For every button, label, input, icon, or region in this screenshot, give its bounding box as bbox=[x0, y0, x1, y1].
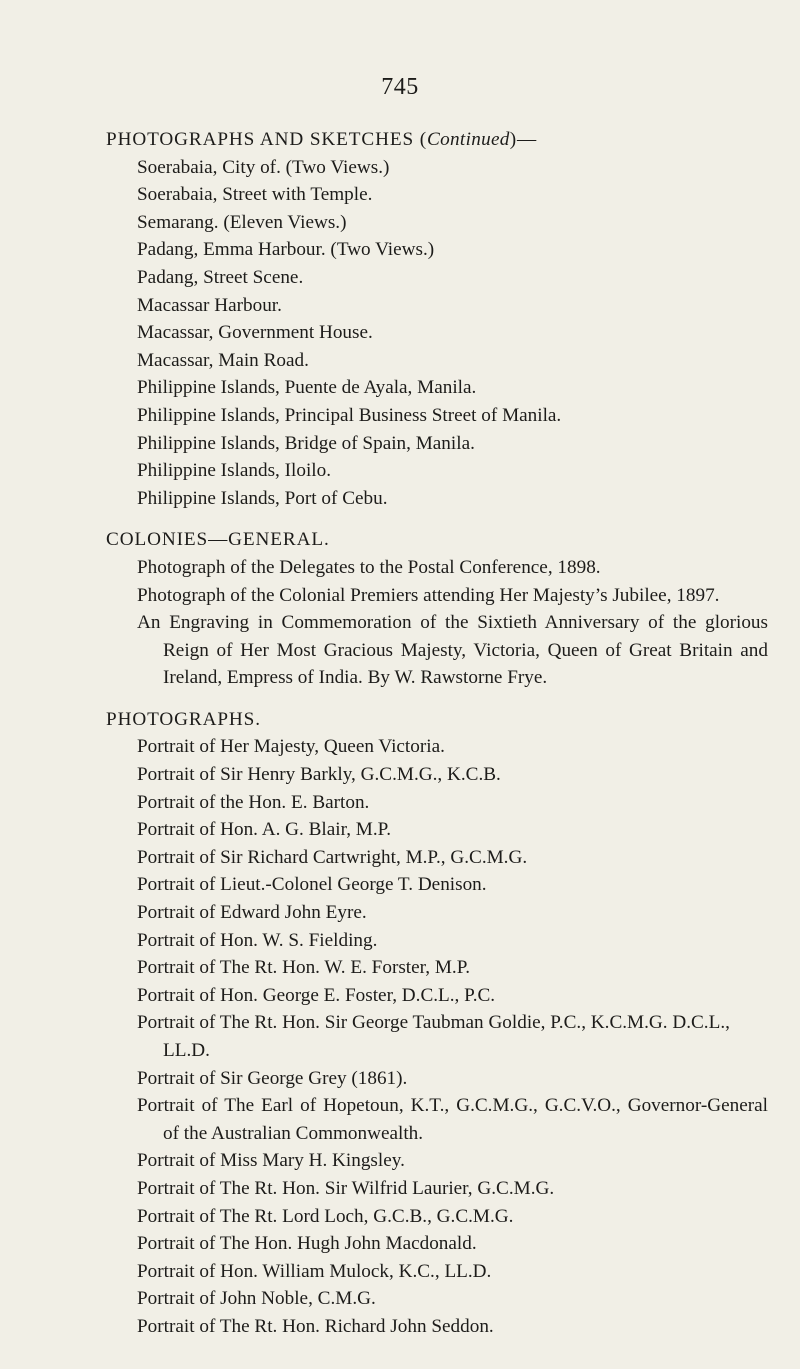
list-item: Portrait of Hon. W. S. Fielding. bbox=[137, 929, 378, 951]
list-item: Portrait of Sir Henry Barkly, G.C.M.G., K.C.B. bbox=[137, 764, 501, 786]
section-spacer bbox=[108, 692, 768, 706]
list-item: Portrait of The Rt. Hon. Richard John Seddon. bbox=[137, 1315, 494, 1337]
list-item: Portrait of The Rt. Hon. W. E. Forster, M.P. bbox=[137, 957, 471, 979]
list-item: Portrait of Her Majesty, Queen Victoria. bbox=[137, 736, 445, 758]
list-item: Portrait of Hon. A. G. Blair, M.P. bbox=[137, 819, 391, 841]
list-item: Portrait of The Rt. Hon. Sir Wilfrid Laurier, G.C.M.G. bbox=[137, 1177, 555, 1199]
list-item: Portrait of Miss Mary H. Kingsley. bbox=[137, 1150, 405, 1172]
list-item: Portrait of Sir Richard Cartwright, M.P., G.C.M.G. bbox=[137, 846, 528, 868]
list-item: Philippine Islands, Puente de Ayala, Manila. bbox=[137, 377, 477, 399]
list-item: Philippine Islands, Principal Business Street of Manila. bbox=[137, 404, 562, 426]
section-photographs bbox=[108, 706, 768, 1341]
heading-paren-close: )— bbox=[509, 129, 538, 150]
page-number: 745 bbox=[381, 74, 419, 100]
section-heading: PHOTOGRAPHS. bbox=[106, 708, 261, 730]
list-item: Portrait of Edward John Eyre. bbox=[137, 902, 367, 924]
list-item: An Engraving in Commemoration of the Sixtieth Anniversary of the glorious Reign of Her Most Gracious Majesty, Victoria, Queen of Great Britain and Ireland, Empress of India. By W. Rawstorne Frye. bbox=[137, 612, 768, 689]
list-item: Portrait of John Noble, C.M.G. bbox=[137, 1288, 376, 1310]
section-colonies-general bbox=[108, 526, 768, 692]
list-item: Portrait of The Hon. Hugh John Macdonald. bbox=[137, 1233, 477, 1255]
list-item: Portrait of The Rt. Hon. Sir George Taubman Goldie, P.C., K.C.M.G. D.C.L., LL.D. bbox=[137, 1012, 730, 1061]
list-item: Photograph of the Colonial Premiers attending Her Majesty’s Jubilee, 1897. bbox=[137, 584, 720, 606]
heading-paren-open: ( bbox=[414, 129, 428, 150]
list-item: Padang, Street Scene. bbox=[137, 266, 304, 288]
heading-continued: Continued bbox=[427, 129, 510, 150]
list-item: Philippine Islands, Bridge of Spain, Manila. bbox=[137, 432, 475, 454]
list-item: Macassar, Government House. bbox=[137, 322, 373, 344]
page-body bbox=[108, 126, 768, 1341]
list-item: Philippine Islands, Iloilo. bbox=[137, 460, 332, 482]
list-item: Portrait of Hon. William Mulock, K.C., LL.D. bbox=[137, 1260, 492, 1282]
list-item: Padang, Emma Harbour. (Two Views.) bbox=[137, 239, 435, 261]
list-item: Portrait of Hon. George E. Foster, D.C.L., P.C. bbox=[137, 984, 496, 1006]
section-heading bbox=[106, 126, 766, 154]
list-item: Philippine Islands, Port of Cebu. bbox=[137, 487, 388, 509]
list-item: Portrait of Lieut.-Colonel George T. Denison. bbox=[137, 874, 487, 896]
list-item: Soerabaia, Street with Temple. bbox=[137, 184, 373, 206]
list-item: Portrait of Sir George Grey (1861). bbox=[137, 1067, 408, 1089]
list-item: Soerabaia, City of. (Two Views.) bbox=[137, 156, 390, 178]
list-item: Macassar Harbour. bbox=[137, 294, 282, 316]
section-spacer bbox=[108, 512, 768, 526]
section-photographs-and-sketches bbox=[108, 126, 768, 512]
list-item: Macassar, Main Road. bbox=[137, 349, 309, 371]
list-item: Portrait of The Rt. Lord Loch, G.C.B., G.C.M.G. bbox=[137, 1205, 514, 1227]
section-heading: COLONIES—GENERAL. bbox=[106, 529, 330, 551]
list-item: Portrait of The Earl of Hopetoun, K.T., G.C.M.G., G.C.V.O., Governor-General of the Australian Commonwealth. bbox=[137, 1095, 768, 1144]
section-heading-title: PHOTOGRAPHS AND SKETCHES bbox=[106, 129, 415, 150]
list-item: Photograph of the Delegates to the Postal Conference, 1898. bbox=[137, 556, 601, 578]
list-item: Semarang. (Eleven Views.) bbox=[137, 211, 347, 233]
list-item: Portrait of the Hon. E. Barton. bbox=[137, 791, 370, 813]
